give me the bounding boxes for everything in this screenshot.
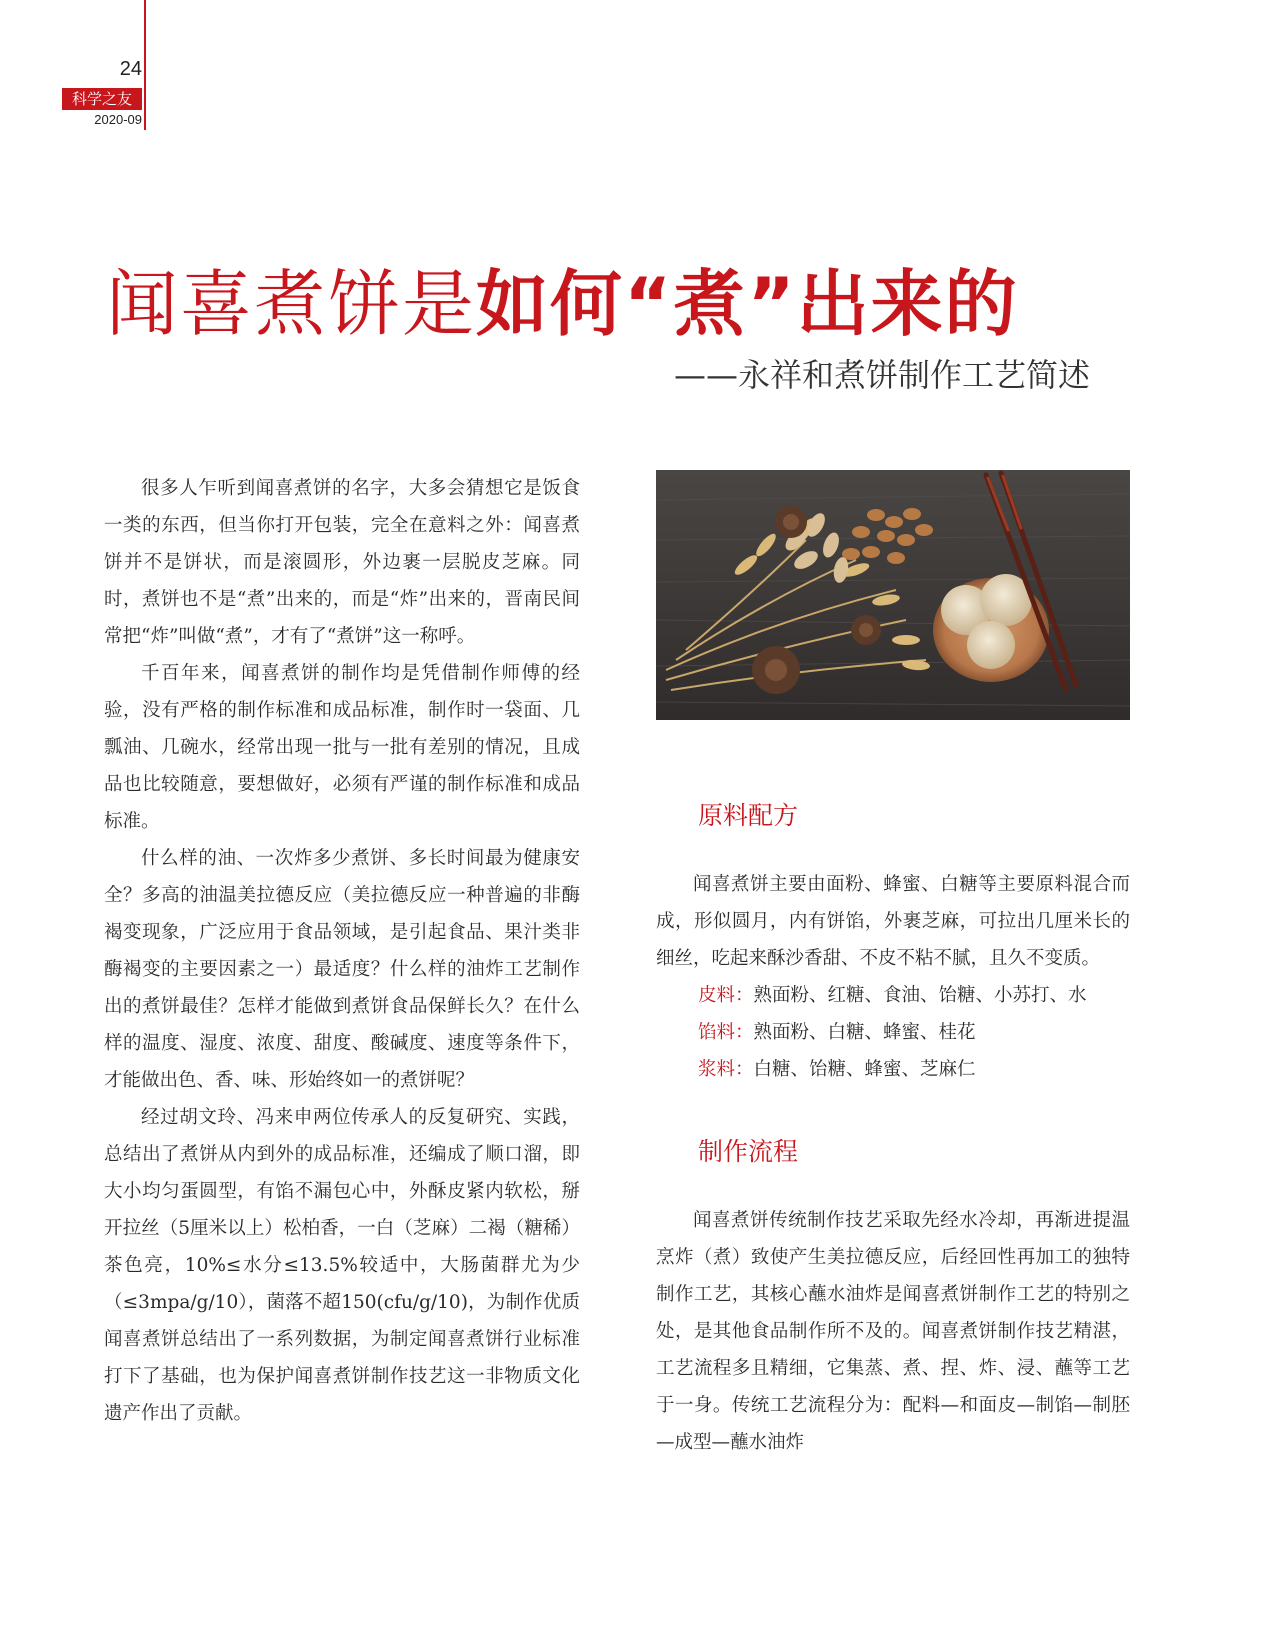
ingredient-line: [656, 1051, 1130, 1088]
food-photo: [656, 470, 1130, 720]
article-title: [106, 262, 1019, 346]
ingredient-label: 浆料：: [698, 1059, 754, 1080]
page-number: 24: [119, 58, 142, 80]
article-title-light: 闻喜煮饼是: [106, 262, 477, 346]
ingredient-items: 熟面粉、红糖、食油、饴糖、小苏打、水: [753, 985, 1087, 1006]
body-paragraph: 闻喜煮饼主要由面粉、蜂蜜、白糖等主要原料混合而成，形似圆月，内有饼馅，外裹芝麻，可拉出几厘米长的细丝，吃起来酥沙香甜、不皮不粘不腻，且久不变质。: [656, 874, 1130, 969]
article-subtitle: ——永祥和煮饼制作工艺简述: [673, 356, 1090, 394]
body-paragraph: 闻喜煮饼传统制作技艺采取先经水冷却，再渐进提温烹炸（煮）致使产生美拉德反应，后经回性再加工的独特制作工艺，其核心蘸水油炸是闻喜煮饼制作工艺的特别之处，是其他食品制作所不及的。闻喜煮饼制作技艺精湛，工艺流程多且精细，它集蒸、煮、捏、炸、浸、蘸等工艺于一身。传统工艺流程分为：配料—和面皮—制馅—制胚—成型—蘸水油炸: [656, 1210, 1130, 1453]
article-title-bold: 如何“煮”出来的: [476, 262, 1019, 346]
ingredient-line: [656, 977, 1130, 1014]
header-rule: [144, 0, 146, 130]
right-column: [656, 470, 1130, 1461]
ingredient-label: 皮料：: [698, 985, 754, 1006]
body-paragraph: 很多人乍听到闻喜煮饼的名字，大多会猜想它是饭食一类的东西，但当你打开包装，完全在意料之外：闻喜煮饼并不是饼状，而是滚圆形，外边裹一层脱皮芝麻。同时，煮饼也不是“煮”出来的，而是“炸”出来的，晋南民间常把“炸”叫做“煮”，才有了“煮饼”这一称呼。: [104, 478, 580, 647]
body-paragraph: 什么样的油、一次炸多少煮饼、多长时间最为健康安全？多高的油温美拉德反应（美拉德反应一种普遍的非酶褐变现象，广泛应用于食品领域，是引起食品、果汁类非酶褐变的主要因素之一）最适度？什么样的油炸工艺制作出的煮饼最佳？怎样才能做到煮饼食品保鲜长久？在什么样的温度、湿度、浓度、甜度、酸碱度、速度等条件下，才能做出色、香、味、形始终如一的煮饼呢？: [104, 848, 580, 1091]
section-title-process: 制作流程: [698, 1137, 799, 1166]
ingredient-items: 白糖、饴糖、蜂蜜、芝麻仁: [753, 1059, 976, 1080]
magazine-name: 科学之友: [62, 88, 142, 110]
section-title-ingredients: 原料配方: [698, 801, 799, 830]
body-paragraph: 经过胡文玲、冯来申两位传承人的反复研究、实践，总结出了煮饼从内到外的成品标准，还编成了顺口溜，即大小均匀蛋圆型，有馅不漏包心中，外酥皮紧内软松，掰开拉丝（5厘米以上）松柏香，一白（芝麻）二褐（糖稀）茶色亮，10%≤水分≤13.5%较适中，大肠菌群尤为少（≤3mpa/g/10），菌落不超150(cfu/g/10)，为制作优质闻喜煮饼总结出了一系列数据，为制定闻喜煮饼行业标准打下了基础，也为保护闻喜煮饼制作技艺这一非物质文化遗产作出了贡献。: [104, 1107, 580, 1424]
body-paragraph: 千百年来，闻喜煮饼的制作均是凭借制作师傅的经验，没有严格的制作标准和成品标准，制作时一袋面、几瓢油、几碗水，经常出现一批与一批有差别的情况，且成品也比较随意，要想做好，必须有严谨的制作标准和成品标准。: [104, 663, 580, 832]
issue-date: 2020-09: [94, 112, 142, 127]
ingredient-items: 熟面粉、白糖、蜂蜜、桂花: [753, 1022, 976, 1043]
left-column: [104, 470, 580, 1432]
ingredient-line: [656, 1014, 1130, 1051]
ingredient-label: 馅料：: [698, 1022, 754, 1043]
